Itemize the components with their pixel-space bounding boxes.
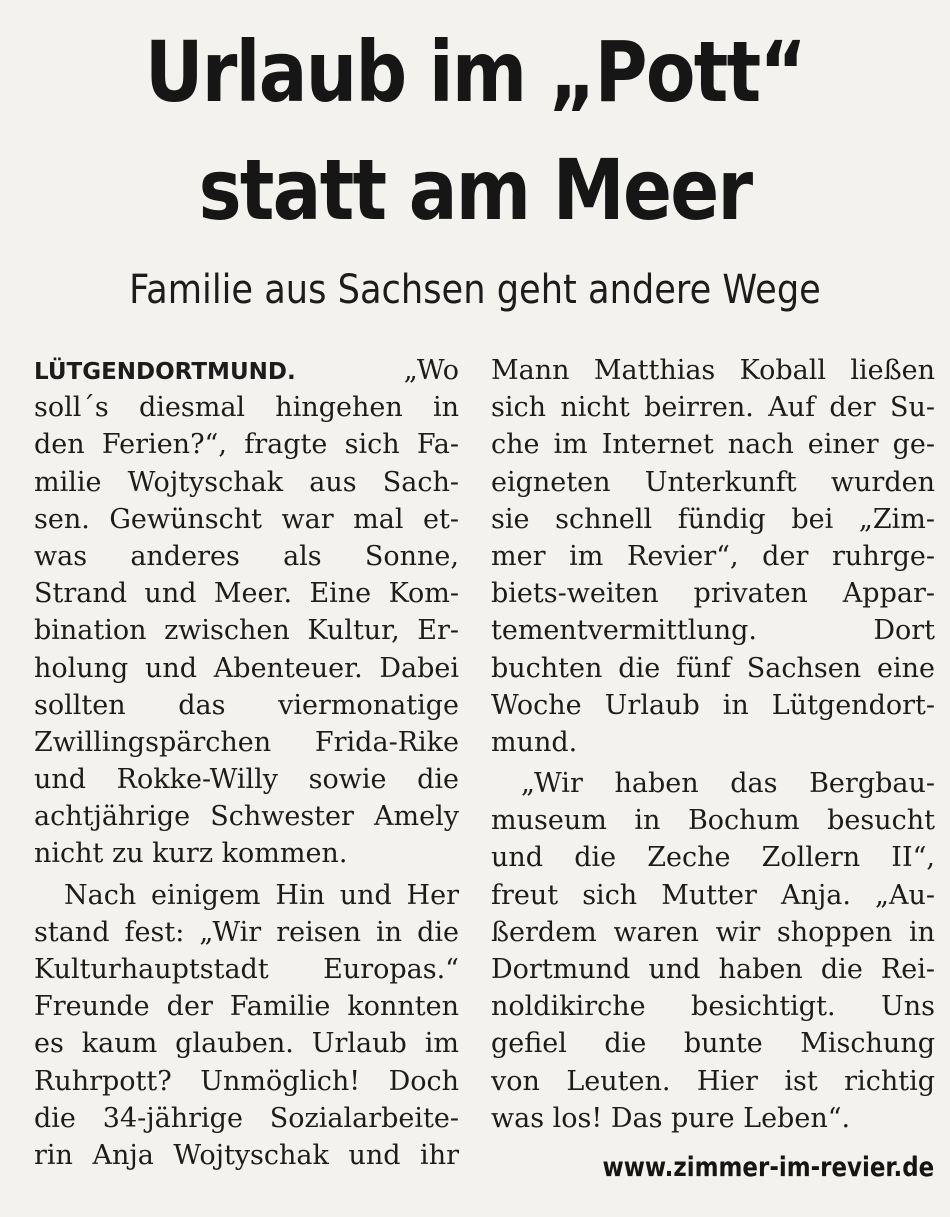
body-line: rin Anja Wojtyschak und ihr [34,1139,459,1171]
body-line: Ruhrpott? Unmöglich! Doch [34,1065,459,1097]
article-column-left [34,352,459,1174]
website-url: www.zimmer-im-revier.de [602,1152,934,1183]
body-line: che im Internet nach einer ge- [491,429,935,461]
body-line: nicht zu kurz kommen. [34,838,348,870]
subheadline: Familie aus Sachsen geht andere Wege [129,267,821,313]
body-line: eigneten Unterkunft wurden [491,466,935,498]
headline-line-2: statt am Meer [198,141,752,239]
body-line: sollten das viermonatige [34,689,459,721]
body-line: noldikirche besichtigt. Uns [491,991,935,1023]
body-line: es kaum glauben. Urlaub im [34,1028,459,1060]
body-line: gefiel die bunte Mischung [491,1028,935,1060]
body-line: den Ferien?“, fragte sich Fa- [34,429,459,461]
body-line: was los! Das pure Leben“. [491,1102,851,1134]
body-line: museum in Bochum besucht [491,805,935,837]
body-line: sen. Gewünscht war mal et- [34,503,459,535]
body-line: tementvermittlung. Dort [491,615,935,647]
body-line: und die Zeche Zollern II“, [491,842,935,874]
body-line: Strand und Meer. Eine Kom- [34,578,459,610]
body-line: holung und Abenteuer. Dabei [34,652,459,684]
body-line: Kulturhauptstadt Europas.“ [34,954,459,985]
body-line: mer im Revier“, der ruhrge- [491,540,935,572]
body-line: freut sich Mutter Anja. „Au- [491,879,935,911]
dateline: LÜTGENDORTMUND. [34,359,296,385]
body-line: buchten die fünf Sachsen eine [491,652,935,684]
body-line: Freunde der Familie konnten [34,991,459,1023]
article-column-right [491,352,935,1137]
body-line: sich nicht beirren. Auf der Su- [491,392,935,424]
body-line: Zwillingspärchen Frida-Rike [34,726,459,758]
body-line: bination zwischen Kultur, Er- [34,615,459,647]
body-line: mund. [491,726,578,758]
body-line: biets-weiten privaten Appar- [491,578,935,610]
body-line: milie Wojtyschak aus Sach- [34,466,459,498]
body-line: ßerdem waren wir shoppen in [491,916,935,948]
body-line: achtjährige Schwester Amely [34,801,459,833]
body-line: was anderes als Sonne, [34,540,459,572]
body-line: Mann Matthias Koball ließen [491,355,935,386]
body-line: stand fest: „Wir reisen in die [34,916,459,948]
body-line: und Rokke-Willy sowie die [34,764,459,796]
body-line: LÜTGENDORTMUND. „Wo [34,355,459,386]
body-line: soll´s diesmal hingehen in [34,392,459,424]
body-line: von Leuten. Hier ist richtig [491,1065,935,1097]
body-line: Woche Urlaub in Lütgendort- [491,689,935,721]
body-line: „Wir haben das Bergbau- [521,768,935,800]
headline-line-1: Urlaub im „Pott“ [144,23,806,121]
body-line: die 34-jährige Sozialarbeite- [34,1102,459,1134]
body-line: Dortmund und haben die Rei- [491,954,935,985]
body-line: Nach einigem Hin und Her [64,879,459,911]
body-line: sie schnell fündig bei „Zim- [491,503,935,535]
